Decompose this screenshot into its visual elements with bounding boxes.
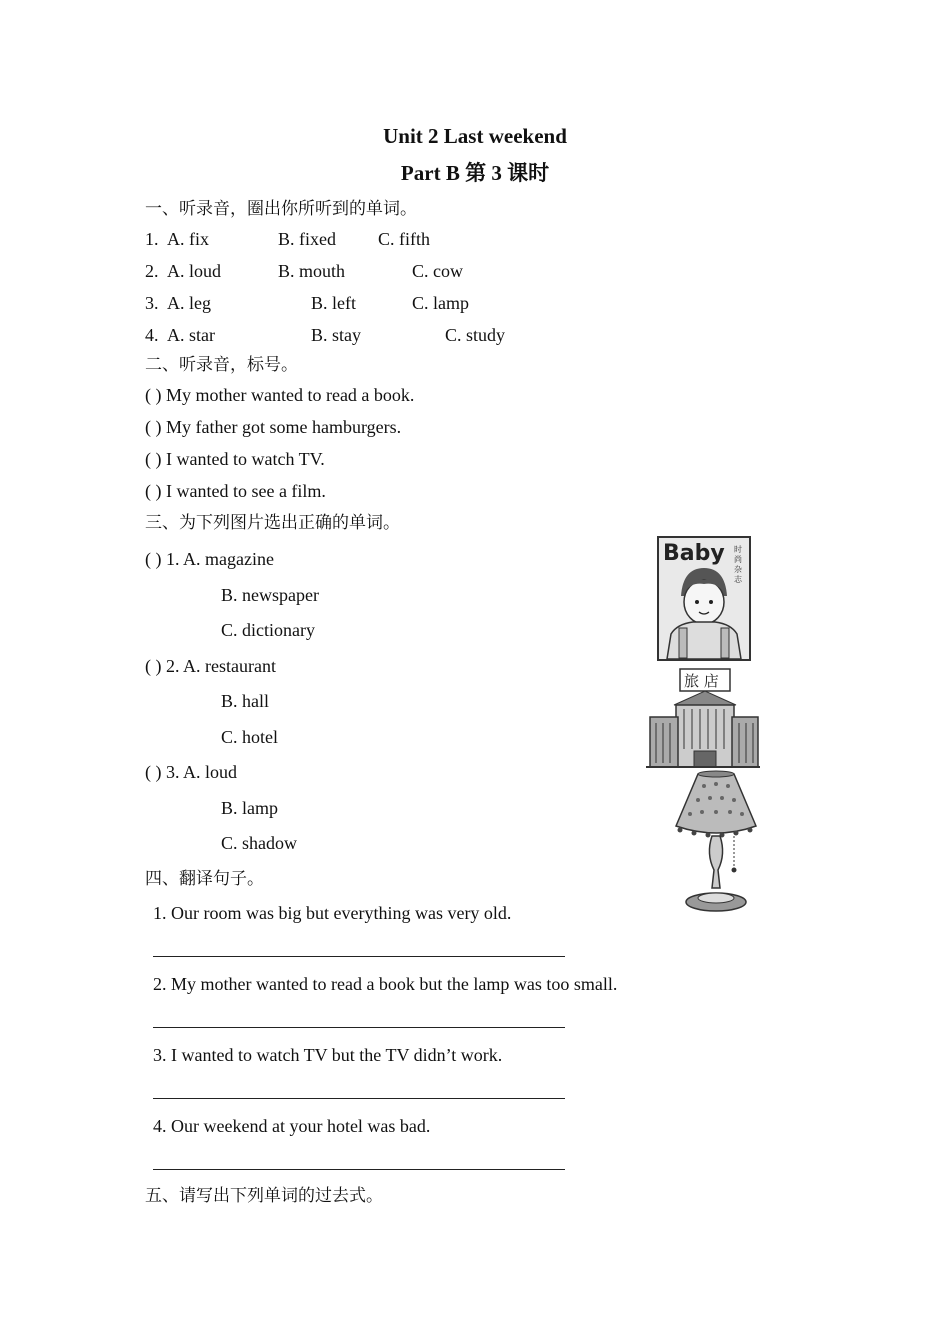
page-title: Unit 2 Last weekend	[383, 124, 567, 148]
s1-row1-c: C. fifth	[378, 229, 430, 249]
s1-row4-c: C. study	[445, 325, 506, 345]
s3-q3-c: C. shadow	[221, 833, 297, 853]
s3-q3-lead: ( ) 3. A. loud	[145, 762, 237, 782]
s1-row3-c: C. lamp	[412, 293, 469, 313]
section4-heading: 四、翻译句子。	[145, 869, 264, 889]
s3-q1-lead: ( ) 1. A. magazine	[145, 549, 274, 569]
s3-q2-c: C. hotel	[221, 727, 278, 747]
lamp-picture	[672, 770, 762, 914]
s1-row3-a: A. leg	[167, 293, 211, 313]
s3-q2-lead: ( ) 2. A. restaurant	[145, 656, 276, 676]
answer-line-1[interactable]	[153, 956, 565, 957]
s4-sentence3: 3. I wanted to watch TV but the TV didn’t work.	[153, 1045, 503, 1065]
magazine-title-text: Baby	[663, 541, 725, 566]
s2-item2: ( ) My father got some hamburgers.	[145, 417, 402, 437]
s1-row2-a: A. loud	[167, 261, 221, 281]
s4-sentence4: 4. Our weekend at your hotel was bad.	[153, 1116, 431, 1136]
section5-heading: 五、请写出下列单词的过去式。	[145, 1186, 383, 1206]
section2-heading: 二、听录音，标号。	[145, 355, 298, 375]
svg-text:杂: 杂	[734, 565, 742, 574]
s1-row2-c: C. cow	[412, 261, 463, 281]
s1-row1-num: 1.	[145, 229, 159, 249]
hotel-picture	[646, 665, 760, 768]
s2-item4: ( ) I wanted to see a film.	[145, 481, 326, 501]
section1-heading: 一、听录音，圈出你所听到的单词。	[145, 199, 417, 219]
s2-item3: ( ) I wanted to watch TV.	[145, 449, 325, 469]
section3-heading: 三、为下列图片选出正确的单词。	[145, 513, 400, 533]
svg-text:尚: 尚	[734, 555, 742, 564]
s3-q1-c: C. dictionary	[221, 620, 315, 640]
answer-line-3[interactable]	[153, 1098, 565, 1099]
s1-row4-b: B. stay	[311, 325, 362, 345]
s3-q3-b: B. lamp	[221, 798, 278, 818]
s1-row2-num: 2.	[145, 261, 159, 281]
s1-row1-a: A. fix	[167, 229, 209, 249]
s3-q2-b: B. hall	[221, 691, 269, 711]
s1-row4-num: 4.	[145, 325, 159, 345]
s1-row3-num: 3.	[145, 293, 159, 313]
svg-text:时: 时	[734, 545, 742, 554]
hotel-sign-text: 旅 店	[684, 672, 719, 690]
s1-row1-b: B. fixed	[278, 229, 336, 249]
s4-sentence2: 2. My mother wanted to read a book but the lamp was too small.	[153, 974, 618, 994]
page-subtitle: Part B 第 3 课时	[400, 161, 550, 185]
svg-text:志: 志	[734, 575, 742, 584]
s1-row3-b: B. left	[311, 293, 356, 313]
s2-item1: ( ) My mother wanted to read a book.	[145, 385, 415, 405]
answer-line-2[interactable]	[153, 1027, 565, 1028]
answer-line-4[interactable]	[153, 1169, 565, 1170]
s1-row2-b: B. mouth	[278, 261, 346, 281]
magazine-picture	[657, 536, 751, 661]
s3-q1-b: B. newspaper	[221, 585, 319, 605]
s1-row4-a: A. star	[167, 325, 215, 345]
s4-sentence1: 1. Our room was big but everything was very old.	[153, 903, 512, 923]
